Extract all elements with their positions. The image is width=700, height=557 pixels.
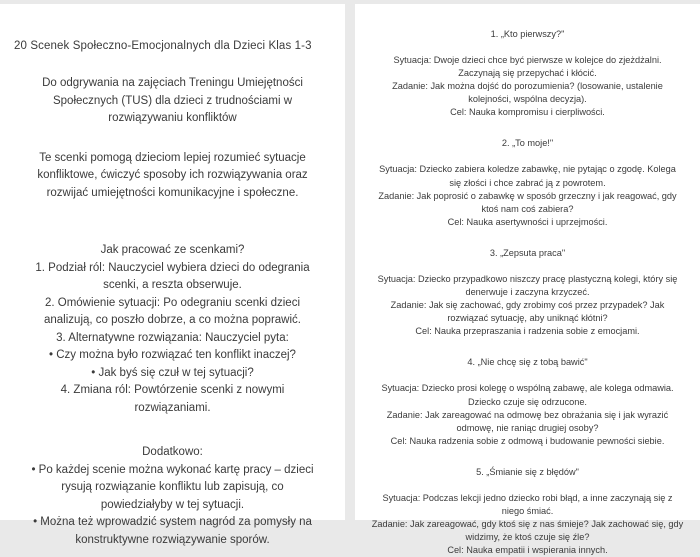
scene-body — [365, 260, 690, 338]
text-line: Cel: Nauka radzenia sobie z odmową i budowanie pewności siebie. — [390, 435, 665, 446]
intro-subtitle — [14, 75, 331, 128]
text-line: Zadanie: Jak się zachować, gdy zrobimy coś przez przypadek? Jak — [390, 300, 665, 311]
scene-list — [365, 4, 690, 557]
text-line: 1. Podział ról: Nauczyciel wybiera dzieci do odegrania — [35, 261, 310, 274]
text-line: analizują, co poszło dobrze, a co można poprawić. — [44, 314, 301, 326]
text-line: rozwiązaniami. — [134, 401, 211, 414]
text-line: Cel: Nauka kompromisu i cierpliwości. — [450, 107, 605, 118]
text-line: ktoś nam coś zabiera? — [481, 203, 574, 214]
text-line: 2. Omówienie sytuacji: Po odegraniu scenki dzieci — [44, 296, 301, 309]
scene-entry — [365, 119, 690, 228]
text-line: Sytuacja: Dziecko zabiera koledze zabawkę, nie pytając o zgodę. Kolega — [379, 164, 676, 175]
scene-entry — [365, 4, 690, 119]
text-line: rozwiązać sytuację, aby uniknąć kłótni? — [447, 313, 608, 324]
text-line: Zaczynają się przepychać i kłócić. — [458, 68, 597, 79]
scene-entry — [365, 448, 690, 557]
scene-heading: 2. „To moje!" — [501, 138, 554, 149]
text-line: Sytuacja: Dziecko prosi kolegę o wspólną zabawę, ale kolega odmawia. — [381, 383, 674, 394]
howto-section — [14, 242, 331, 417]
text-line: Cel: Nauka asertywności i uprzejmości. — [447, 216, 608, 227]
intro-subtitle-lines — [14, 75, 331, 128]
text-line: • Jak byś się czuł w tej sytuacji? — [91, 366, 254, 379]
scene-entry — [365, 338, 690, 447]
extra-lines — [14, 462, 331, 550]
document-page-left — [0, 4, 345, 546]
text-line: niego śmiać. — [501, 505, 554, 516]
document-page-right — [355, 4, 700, 556]
howto-lines — [14, 260, 331, 418]
extra-section — [14, 444, 331, 549]
text-line: widzimy, że ktoś czuje się źle? — [465, 532, 590, 543]
scene-heading: 4. „Nie chcę się z tobą bawić" — [467, 357, 588, 368]
text-line: Zadanie: Jak poprosić o zabawkę w sposób grzeczny i jak reagować, gdy — [378, 190, 677, 201]
text-line: Sytuacja: Podczas lekcji jedno dziecko robi błąd, a inne zaczynają się z — [382, 492, 673, 503]
scene-body — [365, 369, 690, 447]
text-line: Dziecko czuje się odrzucone. — [468, 396, 587, 407]
scene-heading: 5. „Śmianie się z błędów" — [476, 466, 579, 477]
text-line: • Można też wprowadzić system nagród za pomysły na — [33, 516, 312, 528]
howto-heading: Jak pracować ze scenkami? — [100, 244, 245, 256]
extra-heading: Dodatkowo: — [142, 446, 203, 458]
scene-body — [365, 41, 690, 119]
text-line: Cel: Nauka przepraszania i radzenia sobie z emocjami. — [415, 326, 640, 337]
text-line: Zadanie: Jak można dojść do porozumienia? (losowanie, ustalenie — [392, 81, 663, 92]
text-line: 4. Zmiana ról: Powtórzenie scenki z nowymi — [60, 384, 285, 396]
text-line: Sytuacja: Dwoje dzieci chce być pierwsze w kolejce do zjeżdżalni. — [393, 55, 662, 65]
text-line: Te scenki pomogą dzieciom lepiej rozumieć sytuacje — [39, 151, 306, 164]
text-line: konstruktywne rozwiązywanie sporów. — [75, 533, 270, 546]
scene-heading: 1. „Kto pierwszy?" — [490, 29, 565, 39]
text-line: • Czy można było rozwiązać ten konflikt inaczej? — [49, 349, 296, 361]
text-line: denerwuje i zaczyna krzyczeć. — [465, 287, 590, 298]
intro-purpose-lines — [14, 150, 331, 203]
text-line: Sytuacja: Dziecko przypadkowo niszczy pracę plastyczną kolegi, który się — [377, 273, 678, 284]
text-line: się złości i chce zabrać ją z powrotem. — [449, 177, 606, 188]
text-line: Do odgrywania na zajęciach Treningu Umiejętności — [42, 77, 303, 89]
text-line: odmowę, nie raniąc drugiej osoby? — [456, 422, 599, 433]
scene-body — [365, 150, 690, 228]
intro-purpose — [14, 150, 331, 203]
text-line: • Po każdej scenie można wykonać kartę pracy – dzieci — [31, 463, 314, 476]
text-line: rozwiązywaniu konfliktów — [108, 112, 237, 124]
scene-entry — [365, 229, 690, 338]
text-line: scenki, a reszta obserwuje. — [103, 279, 242, 291]
text-line: konfliktowe, ćwiczyć sposoby ich rozwiązywania oraz — [37, 169, 308, 181]
text-line: rozwijać umiejętności komunikacyjne i społeczne. — [46, 186, 299, 199]
text-line: rysują rozwiązanie konfliktu lub zapisują, co — [61, 481, 284, 493]
text-line: Cel: Nauka empatii i wspierania innych. — [447, 545, 608, 556]
scene-heading: 3. „Zepsuta praca" — [489, 247, 566, 258]
page-title: 20 Scenek Społeczno-Emocjonalnych dla Dzieci Klas 1-3 — [14, 40, 312, 52]
text-line: powiedziałyby w tej sytuacji. — [100, 498, 245, 511]
text-line: kolejności, wspólna decyzja). — [468, 94, 587, 105]
text-line: Zadanie: Jak zareagować na odmowę bez obrażania się i jak wyrazić — [386, 409, 669, 420]
scene-body — [365, 479, 690, 557]
page-gutter — [345, 4, 355, 520]
text-line: 3. Alternatywne rozwiązania: Nauczyciel pyta: — [56, 331, 289, 344]
text-line: Zadanie: Jak zareagować, gdy ktoś się z nas śmieje? Jak zachować się, gdy — [371, 519, 684, 530]
text-line: Społecznych (TUS) dla dzieci z trudnościami w — [52, 94, 293, 107]
